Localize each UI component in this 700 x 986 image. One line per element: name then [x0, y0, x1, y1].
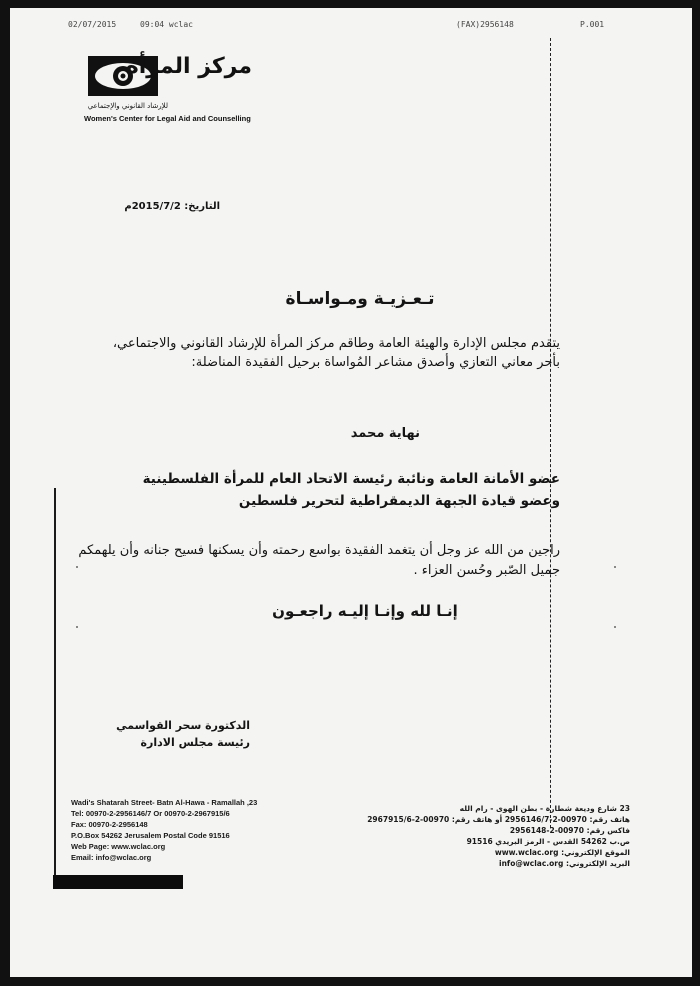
closing-verse: إنـا لله وإنـا إليـه راجعـون: [272, 602, 458, 620]
deceased-positions: [100, 468, 560, 512]
letter-title: تـعـزيـة ومـواسـاة: [285, 289, 435, 309]
position-line-2: وعضو قيادة الجبهة الديمقراطية لتحرير فلسطين: [238, 493, 560, 509]
footer-ar-email: البريد الإلكتروني: info@wclac.org: [499, 859, 630, 868]
prayer-paragraph: راجين من الله عز وجل أن يتغمد الفقيدة بواسع رحمته وأن يسكنها فسيح جنانه وأن يلهمكم جميل الصّبر وحُسن العزاء .: [78, 543, 560, 578]
fax-number: (FAX)2956148: [456, 20, 514, 29]
footer-en-email: Email: info@wclac.org: [71, 853, 152, 862]
footer-ar-address: 23 شارع وديعة شطارة - بطن الهوى - رام الله: [459, 804, 630, 813]
deceased-name: نهاية محمد: [350, 426, 420, 441]
footer-en-address: Wadi's Shatarah Street- Batn Al-Hawa - Ramallah ,23: [71, 798, 258, 807]
footer-arabic: [367, 803, 630, 869]
scan-speck: [76, 566, 78, 568]
footer-ar-fax: فاكس رقم: 00970-2-2956148: [509, 826, 630, 835]
redaction-bar: [53, 875, 183, 889]
scan-edge-line: [54, 488, 56, 888]
footer-en-tel: Tel: 00970-2-2956146/7 Or 00970-2-2967915/6: [71, 809, 230, 818]
fax-header: [10, 18, 692, 32]
logo-arabic-subtitle: للإرشاد القانوني والإجتماعي: [87, 102, 168, 110]
signature-title: رئيسة مجلس الادارة: [140, 736, 250, 749]
footer-ar-tel: هاتف رقم: 00970-2-2956146/7 أو هاتف رقم: 00970-2-2967915/6: [367, 815, 630, 824]
fax-date: 02/07/2015: [68, 20, 117, 29]
fax-time: 09:04 wclac: [140, 20, 193, 29]
letter-page: [10, 8, 692, 977]
signature-name: الدكتورة سحر القواسمي: [116, 719, 250, 732]
footer-en-pobox: P.O.Box 54262 Jerusalem Postal Code 91516: [71, 831, 230, 840]
logo: [84, 52, 254, 132]
signature-block: [110, 717, 250, 751]
position-line-1: عضو الأمانة العامة ونائبة رئيسة الاتحاد العام للمرأة الفلسطينية: [142, 471, 560, 487]
footer-ar-web: الموقع الإلكتروني: www.wclac.org: [494, 848, 630, 857]
scan-speck: [614, 626, 616, 628]
letter-date: التاريخ: 2015/7/2م: [124, 201, 220, 212]
condolence-paragraph: يتقدم مجلس الإدارة والهيئة العامة وطاقم مركز المرأة للإرشاد القانوني والاجتماعي، بأحر معاني التعازي وأصدق مشاعر المُواساة برحيل الفقيدة المناضلة:: [112, 336, 560, 370]
scan-speck: [614, 566, 616, 568]
footer-en-web: Web Page: www.wclac.org: [71, 842, 166, 851]
logo-english-name: Women's Center for Legal Aid and Counselling: [84, 114, 251, 123]
fax-fold-line: [550, 38, 551, 828]
footer-english: [71, 797, 331, 863]
fax-page: P.001: [580, 20, 605, 29]
logo-arabic-name: مركز المرأة: [125, 54, 252, 79]
scan-speck: [76, 626, 78, 628]
footer-ar-pobox: ص.ب 54262 القدس - الرمز البريدي 91516: [466, 837, 630, 846]
footer-en-fax: Fax: 00970-2-2956148: [71, 820, 148, 829]
